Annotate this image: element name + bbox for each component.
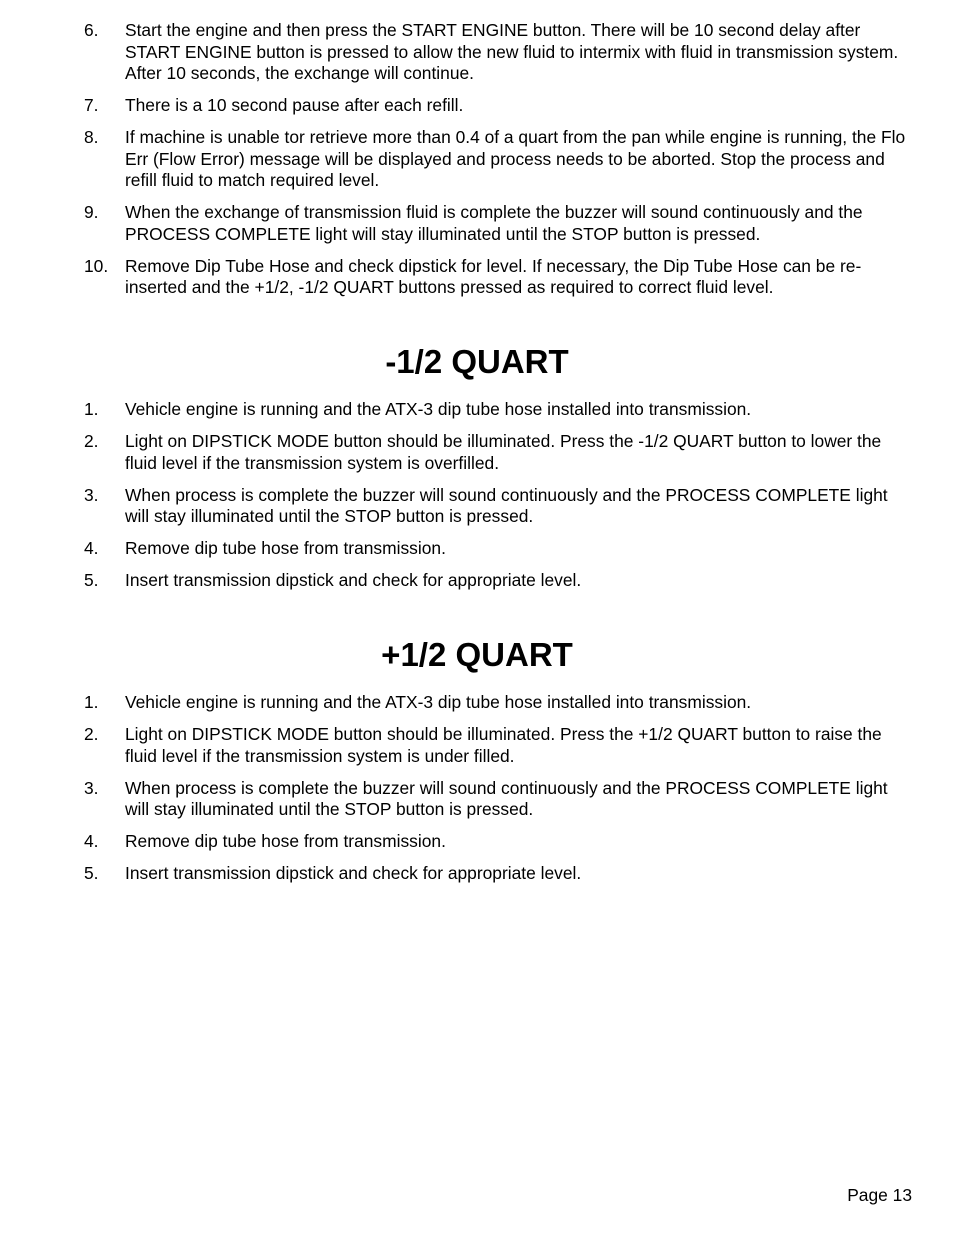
list-item [0,95,954,117]
list-item [0,485,954,528]
list-item [0,431,954,474]
item-text: Vehicle engine is running and the ATX-3 dip tube hose installed into transmission. [125,399,752,419]
item-text: When process is complete the buzzer will sound continuously and the PROCESS COMPLETE light will stay illuminated until the STOP button is pressed. [125,484,888,526]
item-number: 4. [84,538,99,558]
item-text: Insert transmission dipstick and check for appropriate level. [125,863,582,883]
item-number: 5. [84,570,99,590]
item-text: Remove dip tube hose from transmission. [125,831,446,851]
list-item [0,202,954,245]
list-item [0,538,954,560]
item-number: 8. [84,127,99,147]
item-number: 3. [84,777,99,798]
list-item [0,399,954,421]
item-text: Light on DIPSTICK MODE button should be illuminated. Press the +1/2 QUART button to raise the fluid level if the transmission system is under filled. [125,724,882,766]
item-number: 3. [84,484,99,505]
list-item [0,20,954,85]
list-item [0,570,954,592]
list-item [0,256,954,299]
item-text: If machine is unable tor retrieve more than 0.4 of a quart from the pan while engine is running, the Flo Err (Flow Error) message will be displayed and process needs to be aborted. Stop the process and refill fluid to match required level. [125,127,906,190]
section-heading-plus-half-quart: +1/2 QUART [381,636,573,673]
item-text: Remove Dip Tube Hose and check dipstick for level. If necessary, the Dip Tube Hose can be re-inserted and the +1/2, -1/2 QUART buttons pressed as required to correct fluid level. [125,255,862,297]
minus-half-quart-steps [0,399,954,602]
list-item [0,127,954,192]
list-item [0,778,954,821]
item-number: 2. [84,724,99,744]
list-item [0,724,954,767]
item-number: 2. [84,431,99,451]
list-item [0,692,954,714]
section-heading-minus-half-quart: -1/2 QUART [385,343,569,380]
item-text: There is a 10 second pause after each refill. [125,95,464,115]
item-number: 5. [84,863,99,883]
item-number: 1. [84,692,99,712]
procedure-list-continued [0,20,954,309]
item-text: When the exchange of transmission fluid is complete the buzzer will sound continuously and the PROCESS COMPLETE light will stay illuminated until the STOP button is pressed. [125,202,863,244]
item-number: 10. [84,255,109,276]
item-text: When process is complete the buzzer will sound continuously and the PROCESS COMPLETE light will stay illuminated until the STOP button is pressed. [125,777,888,819]
list-item [0,863,954,885]
item-number: 7. [84,95,99,115]
item-number: 4. [84,831,99,851]
item-text: Insert transmission dipstick and check for appropriate level. [125,570,582,590]
item-text: Light on DIPSTICK MODE button should be illuminated. Press the -1/2 QUART button to lower the fluid level if the transmission system is overfilled. [125,431,882,473]
item-number: 9. [84,202,99,222]
item-number: 6. [84,20,99,40]
item-text: Vehicle engine is running and the ATX-3 dip tube hose installed into transmission. [125,692,752,712]
page-number: Page 13 [847,1185,912,1205]
item-number: 1. [84,399,99,419]
item-text: Remove dip tube hose from transmission. [125,538,446,558]
list-item [0,831,954,853]
item-text: Start the engine and then press the START ENGINE button. There will be 10 second delay after START ENGINE button is pressed to allow the new fluid to intermix with fluid in transmission system. After 10 seconds, the exchange will continue. [125,20,899,83]
plus-half-quart-steps [0,692,954,895]
